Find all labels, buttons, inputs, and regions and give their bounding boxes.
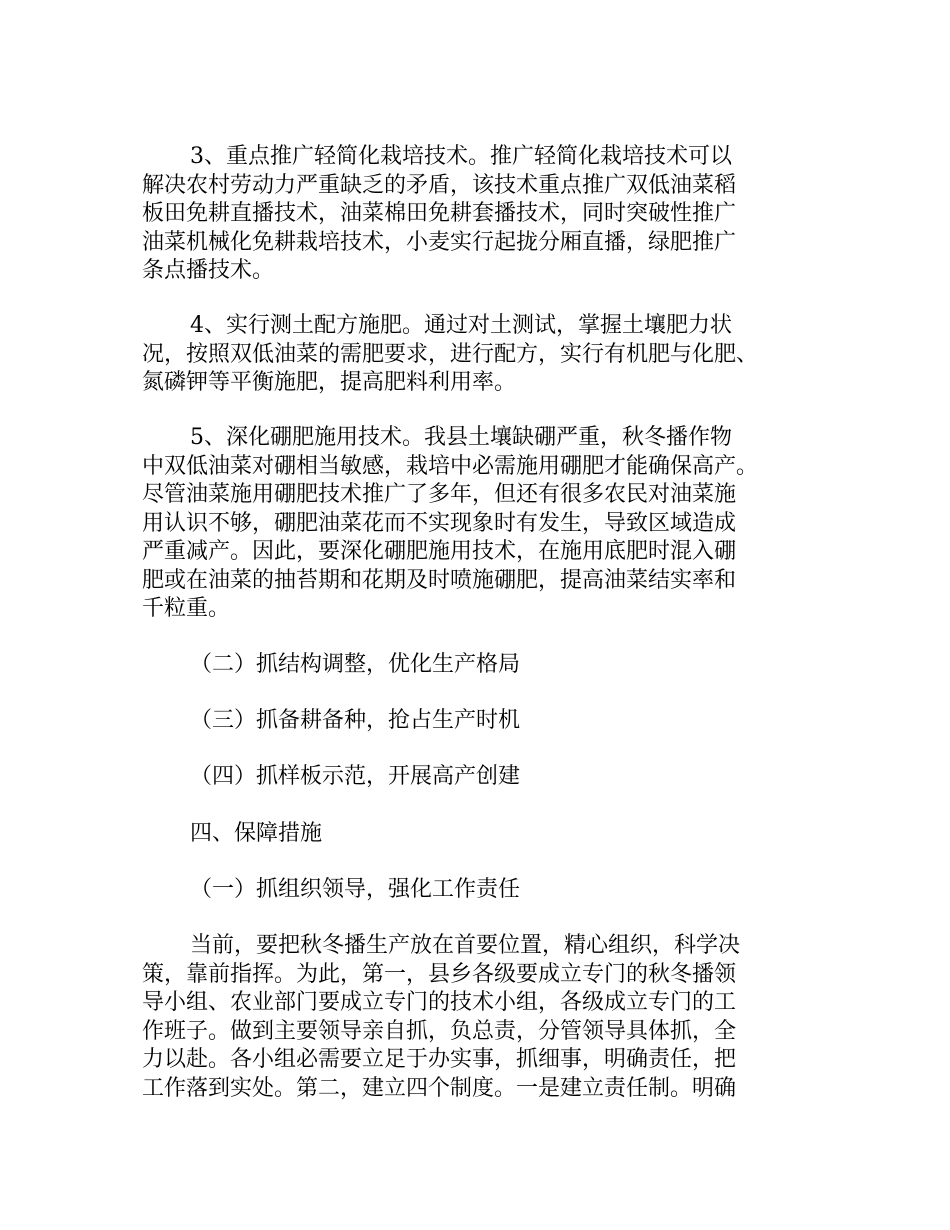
text-line: 工作落到实处。第二，建立四个制度。一是建立责任制。明确 xyxy=(142,1075,737,1101)
paragraph-soil-testing xyxy=(142,312,832,398)
text-line: 4、实行测土配方施肥。通过对土测试，掌握土壤肥力状 xyxy=(190,313,732,338)
paragraph-light-cultivation xyxy=(142,143,832,286)
section-heading: （四）抓样板示范，开展高产创建 xyxy=(190,764,521,789)
text-line: 导小组、农业部门要成立专门的技术小组，各级成立专门的工 xyxy=(142,990,737,1015)
text-line: 肥或在油菜的抽苔期和花期及时喷施硼肥，提高油菜结实率和 xyxy=(142,567,737,593)
text-line: 策，靠前指挥。为此，第一，县乡各级要成立专门的秋冬播领 xyxy=(142,961,737,987)
text-line: 解决农村劳动力严重缺乏的矛盾，该技术重点推广双低油菜稻 xyxy=(142,172,737,198)
text-line: 用认识不够，硼肥油菜花而不实现象时有发生，导致区域造成 xyxy=(142,510,737,536)
section-heading: （三）抓备耕备种，抢占生产时机 xyxy=(190,708,521,733)
text-line: 中双低油菜对硼相当敏感，栽培中必需施用硼肥才能确保高产。 xyxy=(142,453,759,479)
heading-safeguard-measures xyxy=(142,820,832,849)
text-line: 5、深化硼肥施用技术。我县土壤缺硼严重，秋冬播作物 xyxy=(190,425,732,450)
text-line: 严重减产。因此，要深化硼肥施用技术，在施用底肥时混入硼 xyxy=(142,539,737,564)
section-heading: （一）抓组织领导，强化工作责任 xyxy=(190,877,521,902)
text-line: 氮磷钾等平衡施肥，提高肥料利用率。 xyxy=(142,370,517,395)
heading-organizational-leadership xyxy=(142,876,832,905)
paragraph-boron-fertilizer xyxy=(142,424,832,624)
text-line: 千粒重。 xyxy=(142,596,231,621)
text-line: 3、重点推广轻简化栽培技术。推广轻简化栽培技术可以 xyxy=(190,144,732,169)
paragraph-current-priorities xyxy=(142,932,832,1103)
heading-demonstration xyxy=(142,763,832,792)
text-line: 况，按照双低油菜的需肥要求，进行配方，实行有机肥与化肥、 xyxy=(142,341,759,367)
section-heading: 四、保障措施 xyxy=(190,821,323,846)
text-line: 尽管油菜施用硼肥技术推广了多年，但还有很多农民对油菜施 xyxy=(142,482,737,507)
text-line: 油菜机械化免耕栽培技术，小麦实行起拢分厢直播，绿肥推广 xyxy=(142,229,737,255)
text-line: 作班子。做到主要领导亲自抓，负总责，分管领导具体抓，全 xyxy=(142,1018,737,1044)
text-line: 条点播技术。 xyxy=(142,258,275,283)
heading-plowing-seeds xyxy=(142,707,832,736)
text-line: 当前，要把秋冬播生产放在首要位置，精心组织，科学决 xyxy=(190,933,741,958)
text-line: 力以赴。各小组必需要立足于办实事，抓细事，明确责任，把 xyxy=(142,1047,737,1072)
text-line: 板田免耕直播技术，油菜棉田免耕套播技术，同时突破性推广 xyxy=(142,201,737,226)
heading-structure-adjustment xyxy=(142,651,832,680)
section-heading: （二）抓结构调整，优化生产格局 xyxy=(190,652,521,677)
